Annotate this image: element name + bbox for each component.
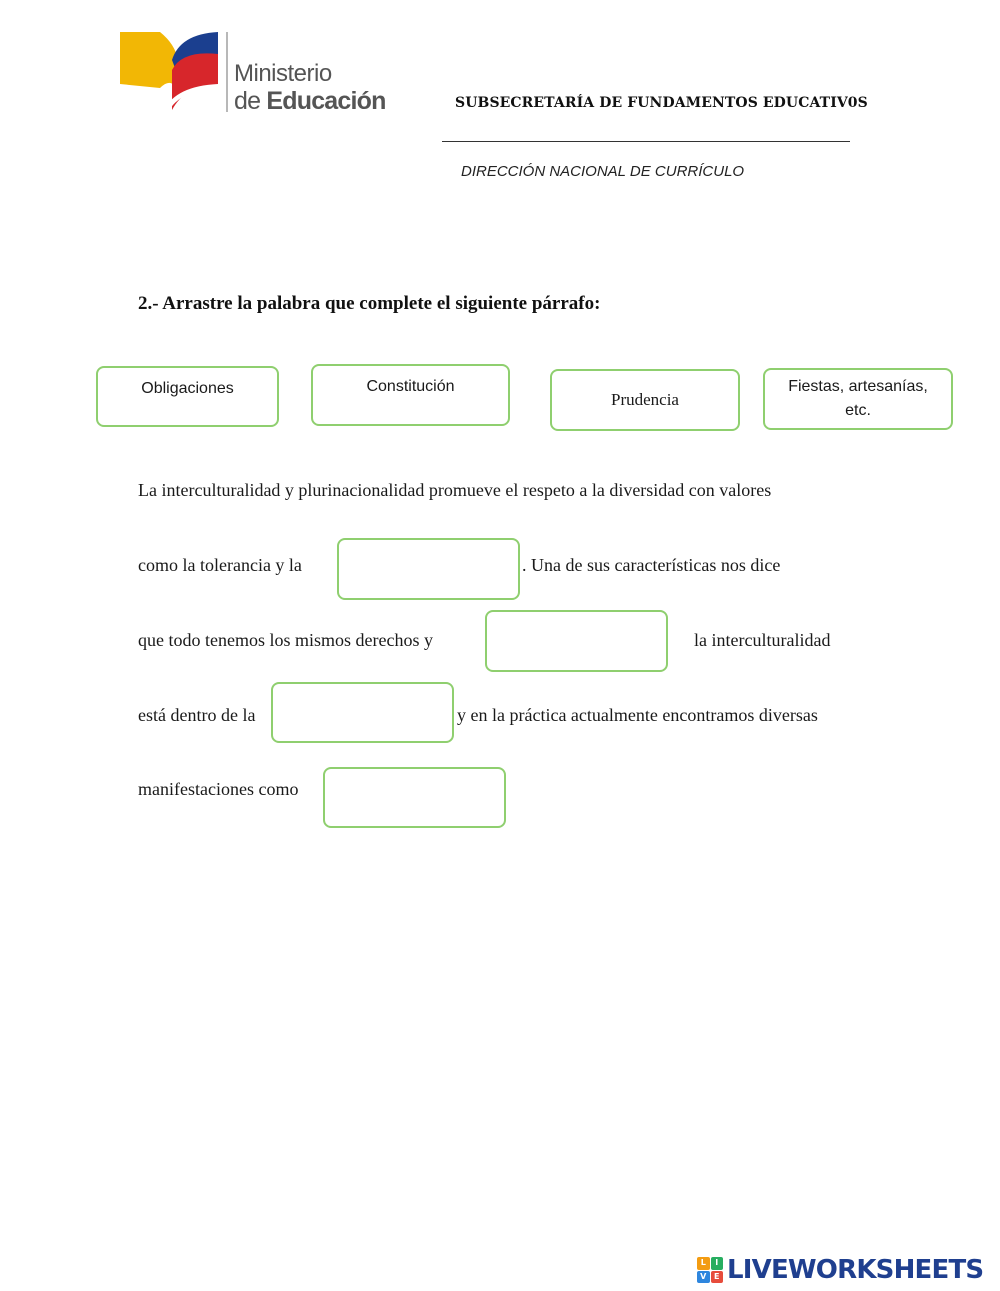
logo-educacion-text (234, 86, 386, 116)
liveworksheets-brand[interactable] (697, 1256, 983, 1284)
paragraph-line-3-after: la interculturalidad (694, 630, 831, 650)
direccion-heading: DIRECCIÓN NACIONAL DE CURRÍCULO (461, 163, 745, 180)
header-divider (442, 141, 850, 142)
ministerio-logo-flag (120, 30, 222, 112)
drop-zone-3[interactable] (271, 682, 454, 743)
drop-zone-4[interactable] (323, 767, 506, 828)
liveworksheets-logo-icon (697, 1257, 723, 1283)
drop-zone-1[interactable] (337, 538, 520, 600)
logo-educacion: Educación (266, 87, 386, 115)
subsecretaria-heading: SUBSECRETARÍA DE FUNDAMENTOS EDUCATIV0S (455, 95, 868, 111)
word-card-obligaciones[interactable]: Obligaciones (96, 366, 279, 427)
brand-icon-letter-l: L (697, 1257, 710, 1270)
brand-icon-letter-v: V (697, 1271, 710, 1284)
paragraph-line-3-before: que todo tenemos los mismos derechos y (138, 630, 433, 650)
paragraph-line-2-after: . Una de sus características nos dice (522, 555, 781, 575)
logo-ministerio-text: Ministerio (234, 60, 332, 87)
paragraph-line-2-before: como la tolerancia y la (138, 555, 302, 575)
brand-icon-letter-e: E (711, 1271, 724, 1284)
liveworksheets-wordmark: LIVEWORKSHEETS (727, 1255, 984, 1285)
paragraph-line-1: La interculturalidad y plurinacionalidad promueve el respeto a la diversidad con valores (138, 480, 772, 500)
paragraph-line-5-before: manifestaciones como (138, 779, 299, 799)
brand-icon-letter-i: I (711, 1257, 724, 1270)
drop-zone-2[interactable] (485, 610, 668, 672)
word-card-fiestas[interactable]: Fiestas, artesanías, etc. (763, 368, 953, 430)
exercise-instruction: 2.- Arrastre la palabra que complete el siguiente párrafo: (138, 293, 601, 314)
paragraph-line-4-before: está dentro de la (138, 705, 256, 725)
logo-divider (226, 32, 228, 112)
logo-de: de (234, 87, 261, 115)
word-card-prudencia[interactable]: Prudencia (550, 369, 740, 431)
paragraph-line-4-after: y en la práctica actualmente encontramos diversas (457, 705, 818, 725)
word-card-constitucion[interactable]: Constitución (311, 364, 510, 426)
